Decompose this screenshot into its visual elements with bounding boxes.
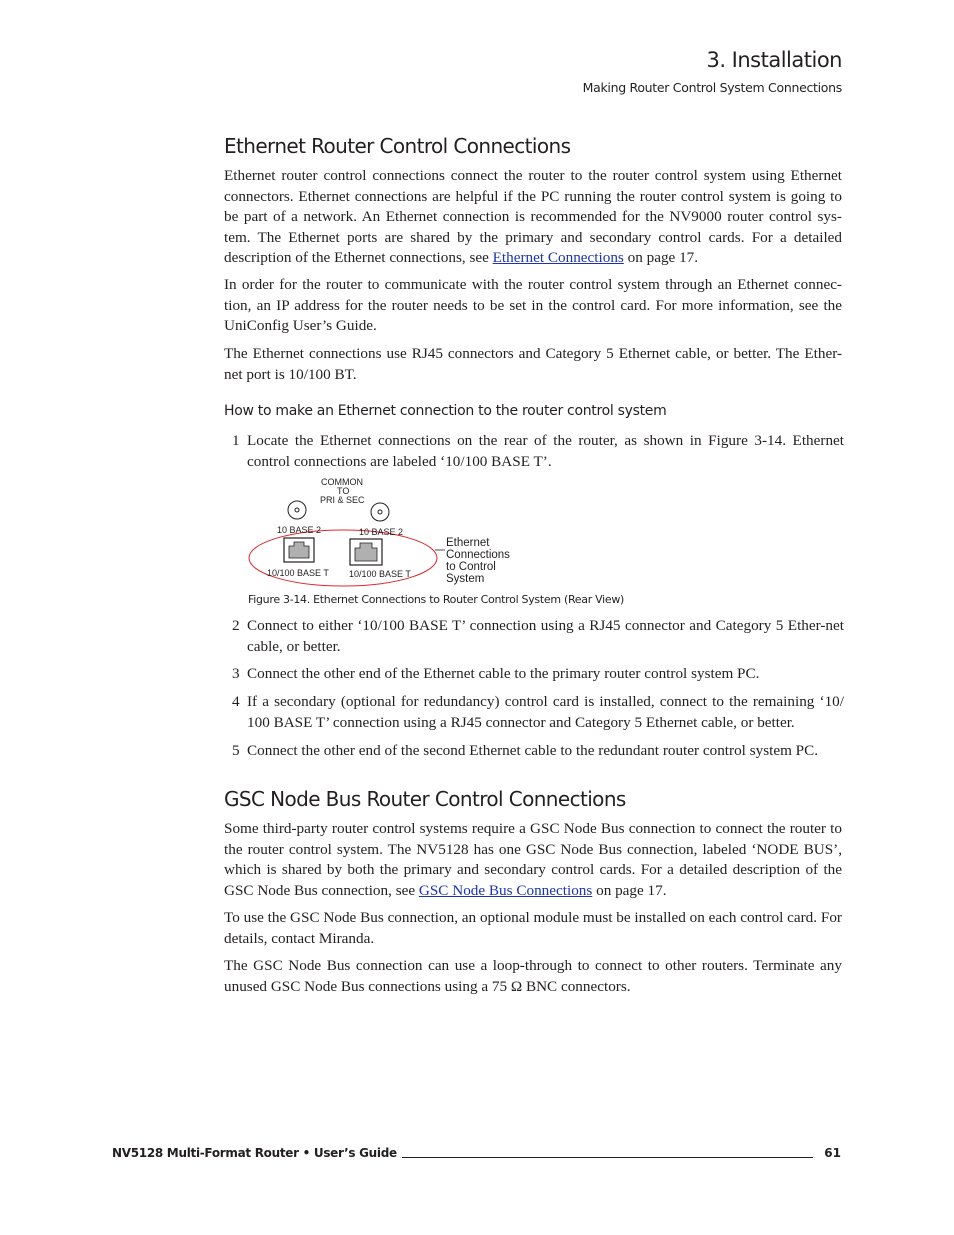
gsc-para-3-text: The GSC Node Bus connection can use a loop-through to connect to other routers. Terminate any unused GSC Node Bus connections using a 75 Ω BNC connectors. <box>224 957 842 995</box>
ethernet-para-2 <box>224 275 842 337</box>
footer-page-number: 61 <box>824 1146 841 1160</box>
callout-line-4: System <box>446 573 485 585</box>
gsc-para-2-text: To use the GSC Node Bus connection, an optional module must be installed on each control card. For details, contact Miranda. <box>224 909 842 947</box>
label-pri-sec: PRI & SEC <box>320 495 365 505</box>
step-5 <box>232 741 844 762</box>
ethernet-para-3 <box>224 344 842 385</box>
ethernet-heading-wrap <box>224 134 842 158</box>
procedure-heading-wrap <box>224 403 842 419</box>
ethernet-para-1-text <box>224 166 842 269</box>
step-number: 3 <box>232 665 240 682</box>
gsc-heading-wrap <box>224 787 842 811</box>
step-1 <box>232 431 844 473</box>
step-number: 5 <box>232 742 240 759</box>
gsc-para-1-lead: Some third-party router control systems require a GSC Node Bus connection to connect the router to the router control system. The NV5128 has one GSC Node Bus connection, labeled ‘NODE BUS’, which is shared by both the primary and secondary control cards. For a detailed description of the GSC Node Bus connection, see <box>224 820 842 899</box>
step-text: Locate the Ethernet connections on the rear of the router, as shown in Figure 3-14. Ethernet control connections are labeled ‘10/100 BASE T’. <box>247 432 844 470</box>
label-10base2-right: 10 BASE 2 <box>359 527 404 537</box>
ethernet-para-1 <box>224 166 842 269</box>
ethernet-para-2-text: In order for the router to communicate with the router control system through an Ethernet connec-tion, an IP address for the router needs to be set in the control card. For more information, see the UniConfig User’s Guide. <box>224 276 842 334</box>
step-4 <box>232 692 844 734</box>
label-10base2-left: 10 BASE 2 <box>277 525 322 535</box>
step-number: 4 <box>232 693 240 710</box>
rj45-port-right-icon <box>350 539 382 565</box>
step-text: Connect to either ‘10/100 BASE T’ connection using a RJ45 connector and Category 5 Ether-net cable, or better. <box>247 617 844 655</box>
label-to: TO <box>337 486 350 496</box>
step-2 <box>232 616 844 658</box>
figure-caption: Figure 3-14. Ethernet Connections to Router Control System (Rear View) <box>248 593 625 606</box>
section-subtitle: Making Router Control System Connections <box>582 80 842 95</box>
gsc-section-heading: GSC Node Bus Router Control Connections <box>224 787 626 811</box>
step-text: Connect the other end of the second Ethernet cable to the redundant router control system PC. <box>247 742 819 759</box>
label-base-t-left: 10/100 BASE T <box>267 568 329 578</box>
ethernet-section-heading: Ethernet Router Control Connections <box>224 134 571 158</box>
gsc-node-bus-connections-link[interactable]: GSC Node Bus Connections <box>418 881 593 899</box>
step-3 <box>232 664 844 685</box>
procedure-heading: How to make an Ethernet connection to the router control system <box>224 403 667 419</box>
gsc-para-1-tail: on page 17. <box>592 881 667 899</box>
label-base-t-right: 10/100 BASE T <box>349 569 411 579</box>
callout-line-1: Ethernet <box>446 537 490 549</box>
callout-line-3: to Control <box>446 561 496 573</box>
gsc-para-2 <box>224 908 842 949</box>
step-number: 2 <box>232 617 240 634</box>
label-common: COMMON <box>321 477 363 487</box>
bnc-connector-right-icon <box>371 503 389 521</box>
footer-rule <box>402 1157 813 1158</box>
ethernet-para-3-text: The Ethernet connections use RJ45 connectors and Category 5 Ethernet cable, or better. The Ether-net port is 10/100 BT. <box>224 345 842 383</box>
callout-line-2: Connections <box>446 549 510 561</box>
footer-guide-title: NV5128 Multi-Format Router • User’s Guide <box>112 1146 397 1160</box>
gsc-para-1 <box>224 819 842 901</box>
chapter-title: 3. Installation <box>706 48 842 72</box>
figure-callout <box>446 537 510 585</box>
ethernet-para-1-lead: Ethernet router control connections connect the router to the router control system using Ethernet connectors. Ethernet connections are helpful if the PC running the router control system is going to be part of a network. An Ethernet connection is recommended for the NV9000 router control sys-tem. The Ethernet ports are shared by the primary and secondary control cards. For a detailed description of the Ethernet connections, see <box>224 167 842 266</box>
step-number: 1 <box>232 432 240 449</box>
step-text: Connect the other end of the Ethernet cable to the primary router control system PC. <box>247 665 760 682</box>
step-text: If a secondary (optional for redundancy) control card is installed, connect to the remaining ‘10/ 100 BASE T’ connection using a RJ45 connector and Category 5 Ethernet cable, or better. <box>247 693 844 731</box>
rj45-port-left-icon <box>284 538 314 562</box>
ethernet-para-1-tail: on page 17. <box>623 249 699 266</box>
gsc-para-3 <box>224 956 842 997</box>
gsc-para-1-text <box>224 819 842 901</box>
ethernet-connections-link[interactable]: Ethernet Connections <box>492 249 624 266</box>
bnc-connector-left-icon <box>288 501 306 519</box>
